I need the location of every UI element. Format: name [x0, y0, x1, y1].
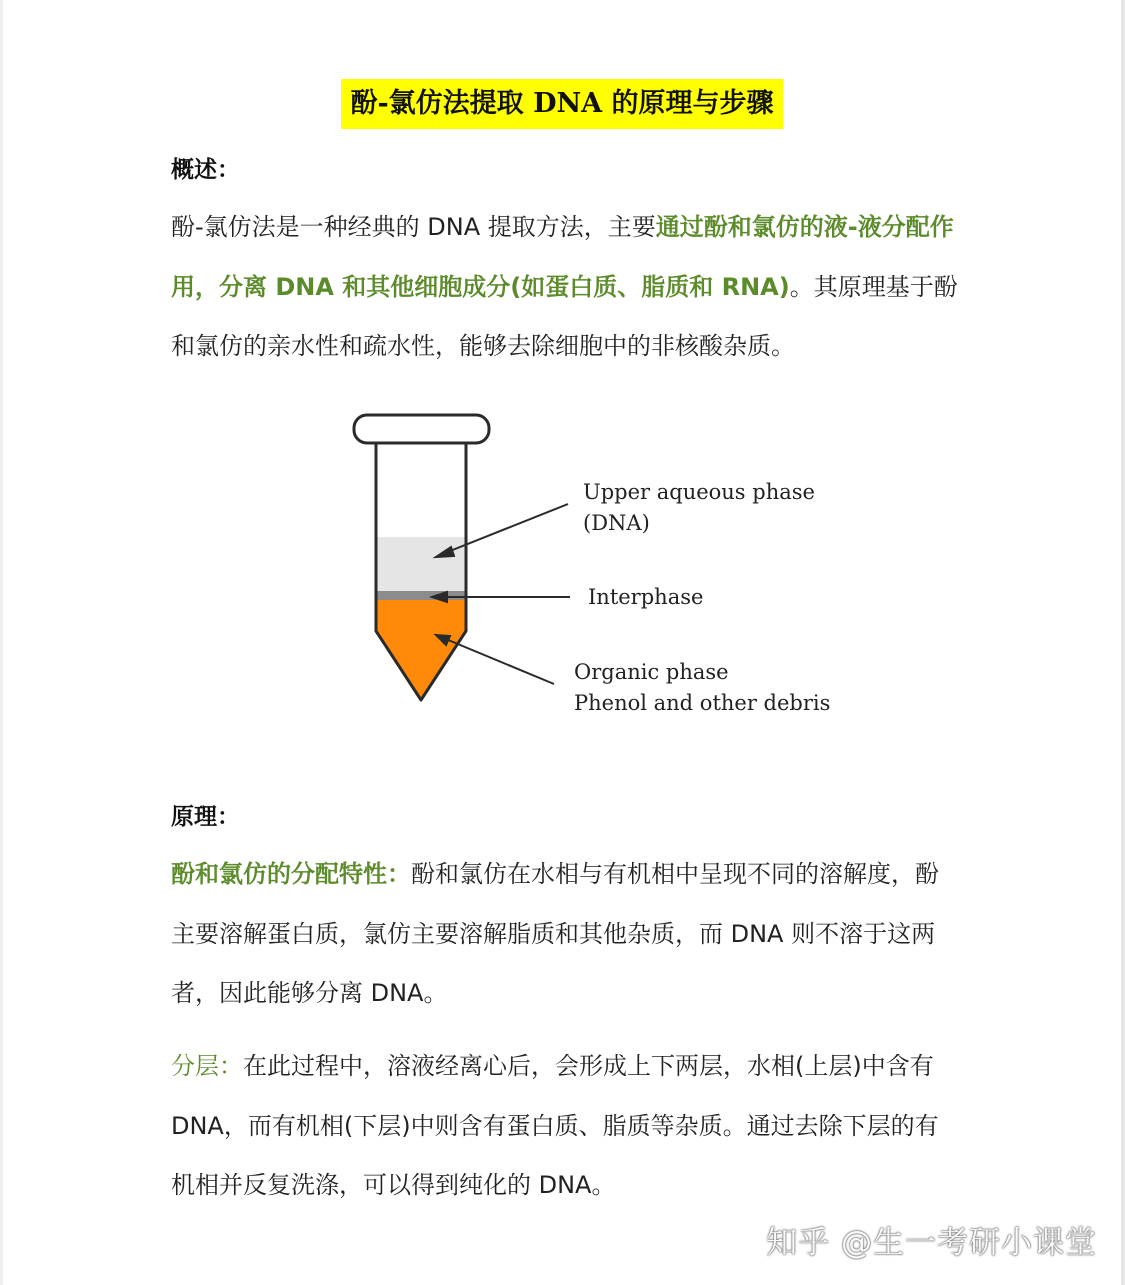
- phase-separation-diagram: [340, 405, 840, 725]
- label-upper-dna: (DNA): [583, 511, 650, 535]
- upper-aqueous-layer: [376, 537, 466, 591]
- overview-text-end: 。其原理基于酚和氯仿的亲水性和疏水性，能够去除细胞中的非核酸杂质。: [171, 272, 958, 360]
- zhihu-watermark: 知乎 @生一考研小课堂: [766, 1225, 1097, 1261]
- interphase-layer: [376, 591, 466, 600]
- label-interphase: Interphase: [588, 585, 704, 609]
- overview-paragraph: [171, 198, 961, 377]
- layering-text: 在此过程中，溶液经离心后，会形成上下两层，水相(上层)中含有 DNA，而有机相(下层)中则含有蛋白质、脂质等杂质。通过去除下层的有机相并反复洗涤，可以得到纯化的 DNA。: [171, 1052, 939, 1199]
- overview-text-start: 酚-氯仿法是一种经典的 DNA 提取方法，主要: [171, 213, 656, 241]
- page-border-left: [0, 0, 3, 1285]
- label-organic-phase: Organic phase: [574, 660, 729, 684]
- principle-paragraph-partition: [171, 845, 961, 1024]
- tube-cap: [354, 415, 489, 443]
- organic-arrow: [441, 637, 554, 684]
- page-title: 酚-氯仿法提取 DNA 的原理与步骤: [341, 79, 783, 129]
- partition-highlight: 酚和氯仿的分配特性：: [171, 860, 411, 888]
- label-upper-aqueous: Upper aqueous phase: [583, 480, 815, 504]
- principle-heading: 原理：: [171, 804, 240, 830]
- page-border-right: [1121, 0, 1125, 1285]
- overview-heading: 概述：: [171, 157, 240, 183]
- principle-paragraph-layering: [171, 1037, 961, 1216]
- partition-text: 酚和氯仿在水相与有机相中呈现不同的溶解度，酚主要溶解蛋白质，氯仿主要溶解脂质和其他杂质，而 DNA 则不溶于这两者，因此能够分离 DNA。: [171, 860, 939, 1007]
- overview-highlight: 通过酚和氯仿的液-液分配作用，分离 DNA 和其他细胞成分(如蛋白质、脂质和 RNA): [171, 213, 954, 301]
- layering-highlight: 分层：: [171, 1052, 243, 1080]
- label-phenol-debris: Phenol and other debris: [574, 691, 831, 715]
- upper-arrow: [440, 504, 568, 555]
